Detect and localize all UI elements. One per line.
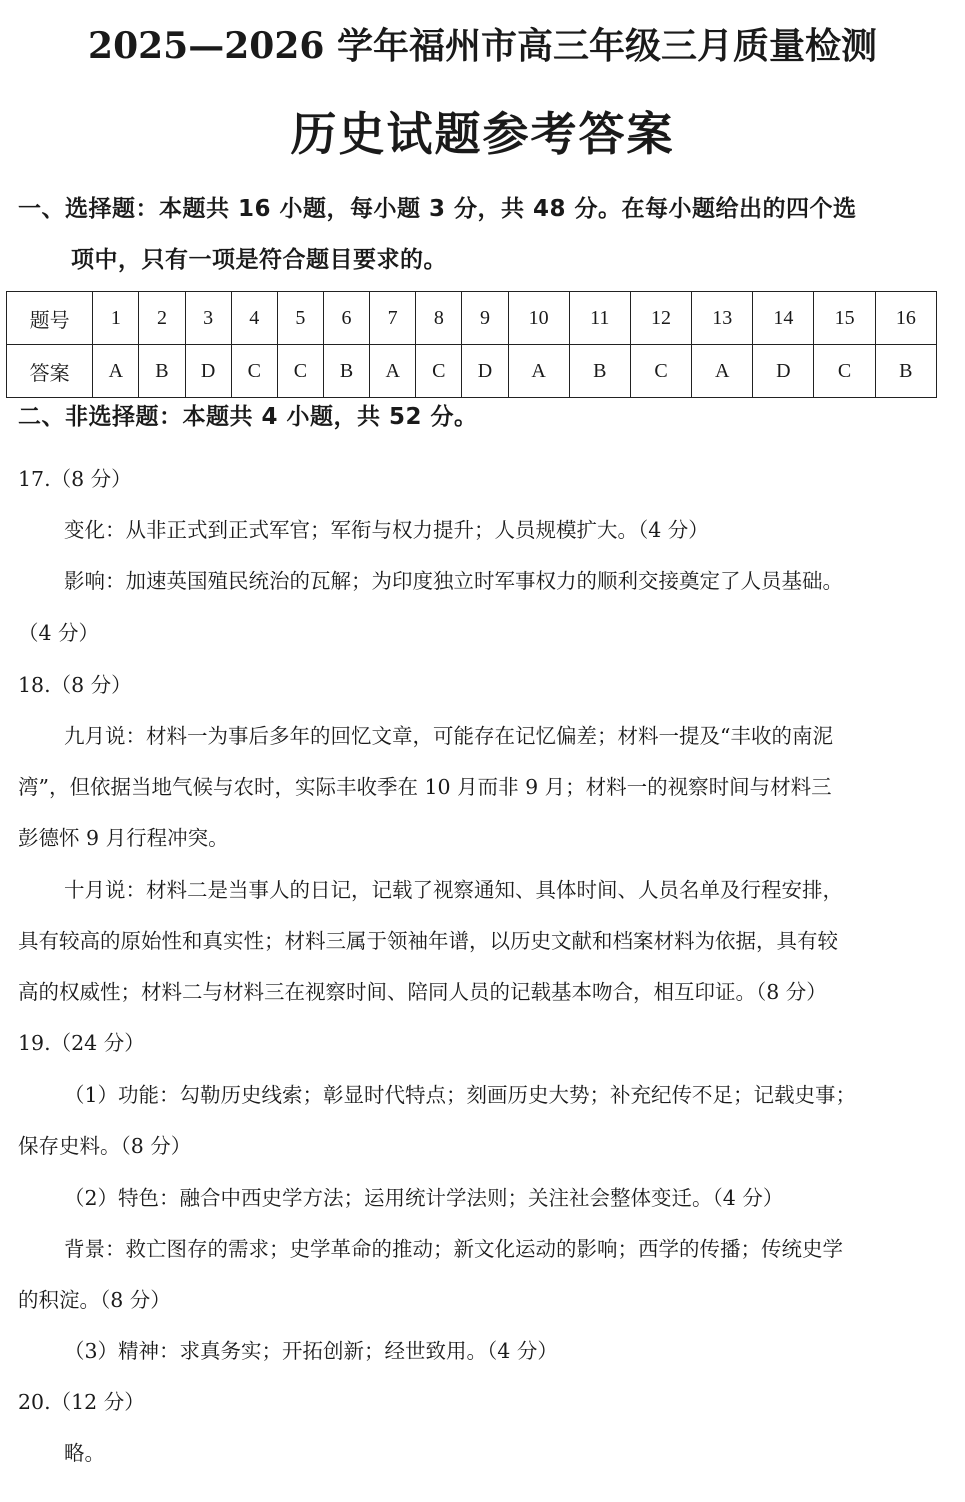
answer-text-line: 十月说：材料二是当事人的日记，记载了视察通知、具体时间、人员名单及行程安排， bbox=[64, 878, 843, 902]
question-18-heading: 18.（8 分） bbox=[18, 673, 132, 697]
row-label-number: 题号 bbox=[7, 292, 93, 345]
question-number: 13 bbox=[692, 292, 753, 345]
answer-text-line: 影响：加速英国殖民统治的瓦解；为印度独立时军事权力的顺利交接奠定了人员基础。 bbox=[64, 569, 843, 593]
answer-cell: C bbox=[630, 345, 691, 398]
answer-cell: B bbox=[323, 345, 369, 398]
answer-text-line: （3）精神：求真务实；开拓创新；经世致用。（4 分） bbox=[64, 1339, 558, 1363]
answer-cell: A bbox=[370, 345, 416, 398]
answer-cell: B bbox=[875, 345, 936, 398]
question-number: 7 bbox=[370, 292, 416, 345]
question-19-heading: 19.（24 分） bbox=[18, 1031, 145, 1055]
answer-cell: C bbox=[416, 345, 462, 398]
question-number: 3 bbox=[185, 292, 231, 345]
question-20-heading: 20.（12 分） bbox=[18, 1390, 145, 1414]
answer-cell: A bbox=[93, 345, 139, 398]
answer-text-line: （4 分） bbox=[18, 621, 100, 645]
answer-text-line: 具有较高的原始性和真实性；材料三属于领袖年谱，以历史文献和档案材料为依据，具有较 bbox=[18, 929, 838, 953]
answer-cell: A bbox=[692, 345, 753, 398]
answer-text-line: 保存史料。（8 分） bbox=[18, 1134, 192, 1158]
answer-text-line: 的积淀。（8 分） bbox=[18, 1288, 171, 1312]
table-row-numbers bbox=[7, 292, 937, 345]
answer-cell: C bbox=[814, 345, 875, 398]
answer-cell: B bbox=[569, 345, 630, 398]
question-number: 5 bbox=[277, 292, 323, 345]
row-label-answer: 答案 bbox=[7, 345, 93, 398]
answer-text-line: 九月说：材料一为事后多年的回忆文章，可能存在记忆偏差；材料一提及“丰收的南泥 bbox=[64, 724, 833, 748]
answer-text-line: 湾”，但依据当地气候与农时，实际丰收季在 10 月而非 9 月；材料一的视察时间与材料三 bbox=[18, 775, 832, 799]
answer-cell: D bbox=[185, 345, 231, 398]
question-number: 8 bbox=[416, 292, 462, 345]
answer-cell: D bbox=[753, 345, 814, 398]
question-number: 15 bbox=[814, 292, 875, 345]
question-number: 1 bbox=[93, 292, 139, 345]
answer-cell: A bbox=[508, 345, 569, 398]
question-number: 12 bbox=[630, 292, 691, 345]
answer-text-line: （2）特色：融合中西史学方法；运用统计学法则；关注社会整体变迁。（4 分） bbox=[64, 1186, 784, 1210]
question-number: 4 bbox=[231, 292, 277, 345]
answer-cell: D bbox=[462, 345, 508, 398]
section2-heading: 二、非选择题：本题共 4 小题，共 52 分。 bbox=[18, 404, 478, 430]
answer-text-line: 高的权威性；材料二与材料三在视察时间、陪同人员的记载基本吻合，相互印证。（8 分） bbox=[18, 980, 827, 1004]
answer-cell: C bbox=[277, 345, 323, 398]
question-number: 6 bbox=[323, 292, 369, 345]
answer-cell: B bbox=[139, 345, 185, 398]
section1-heading-line2: 项中，只有一项是符合题目要求的。 bbox=[71, 247, 447, 273]
answer-text-line: （1）功能：勾勒历史线索；彰显时代特点；刻画历史大势；补充纪传不足；记载史事； bbox=[64, 1083, 857, 1107]
section1-heading-line1: 一、选择题：本题共 16 小题，每小题 3 分，共 48 分。在每小题给出的四个选 bbox=[18, 196, 857, 222]
question-number: 14 bbox=[753, 292, 814, 345]
question-number: 11 bbox=[569, 292, 630, 345]
page-subtitle: 历史试题参考答案 bbox=[290, 107, 675, 161]
answer-text-line: 略。 bbox=[64, 1441, 105, 1465]
page-title: 2025—2026 学年福州市高三年级三月质量检测 bbox=[88, 25, 877, 67]
answer-cell: C bbox=[231, 345, 277, 398]
question-number: 10 bbox=[508, 292, 569, 345]
answer-text-line: 彭德怀 9 月行程冲突。 bbox=[18, 826, 229, 850]
answer-table bbox=[6, 291, 937, 398]
question-17-heading: 17.（8 分） bbox=[18, 467, 132, 491]
question-number: 2 bbox=[139, 292, 185, 345]
answer-text-line: 变化：从非正式到正式军官；军衔与权力提升；人员规模扩大。（4 分） bbox=[64, 518, 709, 542]
table-row-answers bbox=[7, 345, 937, 398]
answer-text-line: 背景：救亡图存的需求；史学革命的推动；新文化运动的影响；西学的传播；传统史学 bbox=[64, 1237, 843, 1261]
question-number: 16 bbox=[875, 292, 936, 345]
question-number: 9 bbox=[462, 292, 508, 345]
